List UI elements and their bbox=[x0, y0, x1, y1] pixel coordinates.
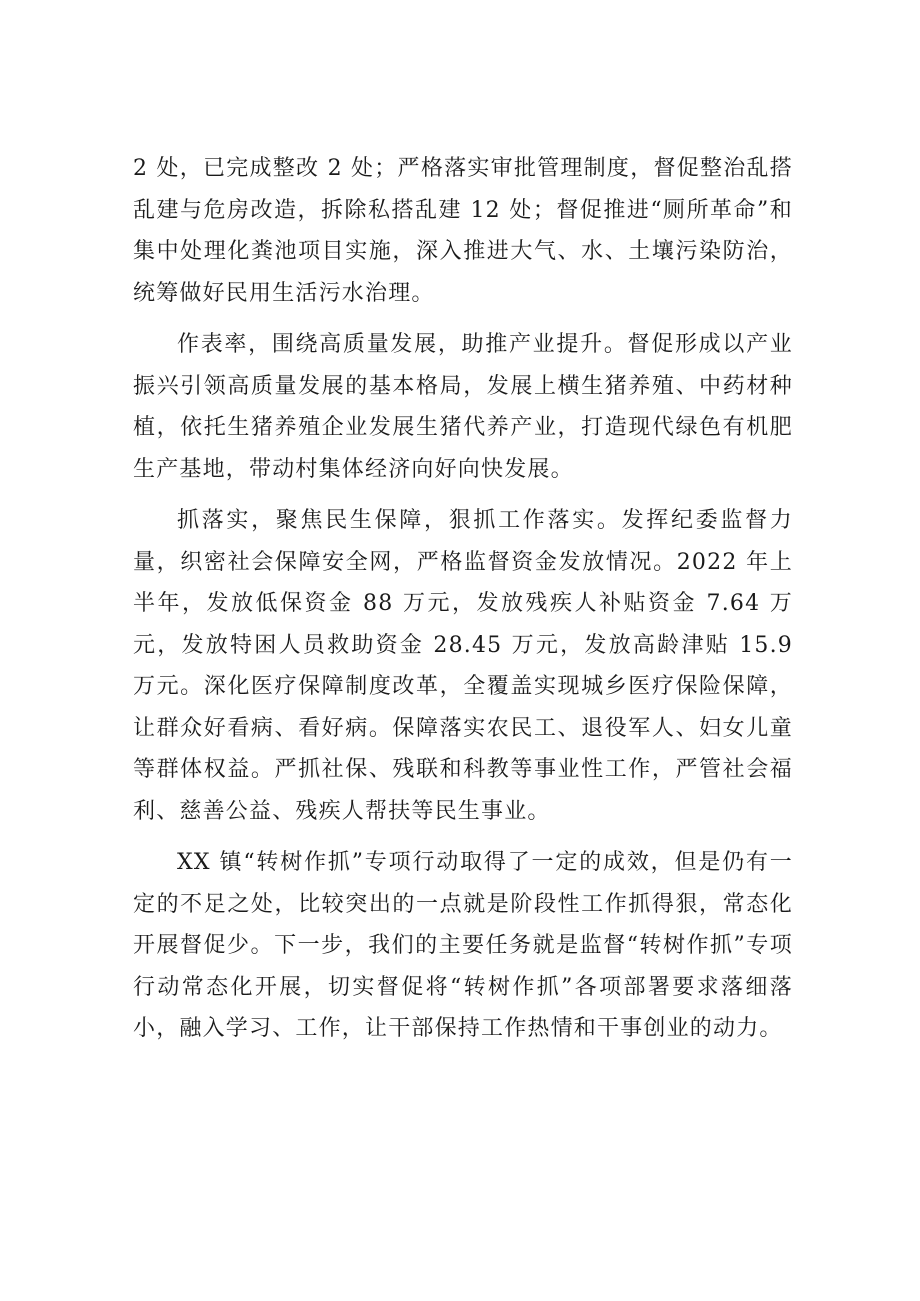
paragraph-continuation: 2 处，已完成整改 2 处；严格落实审批管理制度，督促整治乱搭乱建与危房改造，拆除私搭乱建 12 处；督促推进“厕所革命”和集中处理化粪池项目实施，深入推进大气、水、土壤污染防治，统筹做好民用生活污水治理。 bbox=[133, 156, 793, 306]
document-body bbox=[133, 148, 793, 1060]
paragraph-industry: 作表率，围绕高质量发展，助推产业提升。督促形成以产业振兴引领高质量发展的基本格局，发展上横生猪养殖、中药材种植，依托生猪养殖企业发展生猪代养产业，打造现代绿色有机肥生产基地，带动村集体经济向好向快发展。 bbox=[133, 332, 793, 482]
paragraph-livelihood: 抓落实，聚焦民生保障，狠抓工作落实。发挥纪委监督力量，织密社会保障安全网，严格监督资金发放情况。2022 年上半年，发放低保资金 88 万元，发放残疾人补贴资金 7.64 万元，发放特困人员救助资金 28.45 万元，发放高龄津贴 15.9 万元。深化医疗保障制度改革，全覆盖实现城乡医疗保险保障，让群众好看病、看好病。保障落实农民工、退役军人、妇女儿童等群体权益。严抓社保、残联和科教等事业性工作，严管社会福利、慈善公益、残疾人帮扶等民生事业。 bbox=[133, 508, 793, 824]
paragraph-conclusion: XX 镇“转树作抓”专项行动取得了一定的成效，但是仍有一定的不足之处，比较突出的一点就是阶段性工作抓得狠，常态化开展督促少。下一步，我们的主要任务就是监督“转树作抓”专项行动常态化开展，切实督促将“转树作抓”各项部署要求落细落小，融入学习、工作，让干部保持工作热情和干事创业的动力。 bbox=[133, 850, 793, 1041]
